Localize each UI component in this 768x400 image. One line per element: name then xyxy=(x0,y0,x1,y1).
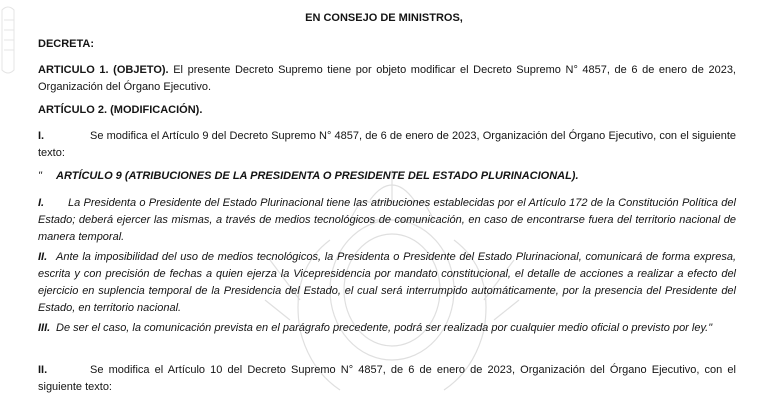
opening-quote: " xyxy=(38,170,42,182)
quoted-item-1 xyxy=(38,195,736,246)
article-2-paragraph-1 xyxy=(38,128,736,162)
paragraph-text: Se modifica el Artículo 9 del Decreto Supremo N° 4857, de 6 de enero de 2023, Organización del Órgano Ejecutivo, con el siguiente texto: xyxy=(38,130,736,159)
article-2-heading: ARTÍCULO 2. (MODIFICACIÓN). xyxy=(38,104,203,116)
quoted-item-3 xyxy=(38,320,736,337)
item-number: II. xyxy=(38,251,48,263)
council-header: EN CONSEJO DE MINISTROS, xyxy=(305,12,463,24)
article-1-heading: ARTICULO 1. (OBJETO). xyxy=(38,64,169,76)
article-1-text: El presente Decreto Supremo tiene por objeto modificar el Decreto Supremo N° 4857, de 6 de enero de 2023, Organización del Órgano Ejecutivo. xyxy=(38,64,736,93)
paragraph-text: Se modifica el Artículo 10 del Decreto Supremo N° 4857, de 6 de enero de 2023, Organización del Órgano Ejecutivo, con el siguiente texto: xyxy=(38,364,736,393)
item-text: Ante la imposibilidad del uso de medios tecnológicos, la Presidenta o Presidente del Estado Plurinacional, comunicará de forma expresa, escrita y con precisión de fechas a quien ejerza la Vicepresidencia por mandato constitucional, el detalle de acciones a realizar a efecto del ejercicio en suplencia temporal de la Presidencia del Estado, el cual será interrumpido automáticamente, por la presencia del Presidente del Estado, en territorio nacional. xyxy=(38,251,736,314)
article-9-title-text: ARTÍCULO 9 (ATRIBUCIONES DE LA PRESIDENTA O PRESIDENTE DEL ESTADO PLURINACIONAL). xyxy=(56,170,579,182)
item-number: III. xyxy=(38,322,51,334)
item-text: De ser el caso, la comunicación prevista en el parágrafo precedente, podrá ser realizada por cualquier medio oficial o previsto por ley." xyxy=(56,322,713,334)
article-9-title xyxy=(38,168,736,185)
paragraph-number: II. xyxy=(38,364,48,376)
item-text: La Presidenta o Presidente del Estado Plurinacional tiene las atribuciones establecidas por el Artículo 172 de la Constitución Política del Estado; deberá ejercer las mismas, a través de medios tecnológicos de comunicación, en caso de encontrarse fuera del territorio nacional de manera temporal. xyxy=(38,197,736,243)
article-2-paragraph-2 xyxy=(38,362,736,396)
quoted-item-2 xyxy=(38,249,736,317)
item-number: I. xyxy=(38,197,45,209)
decreta-label: DECRETA: xyxy=(38,38,95,50)
article-1 xyxy=(38,62,736,96)
paragraph-number: I. xyxy=(38,130,45,142)
